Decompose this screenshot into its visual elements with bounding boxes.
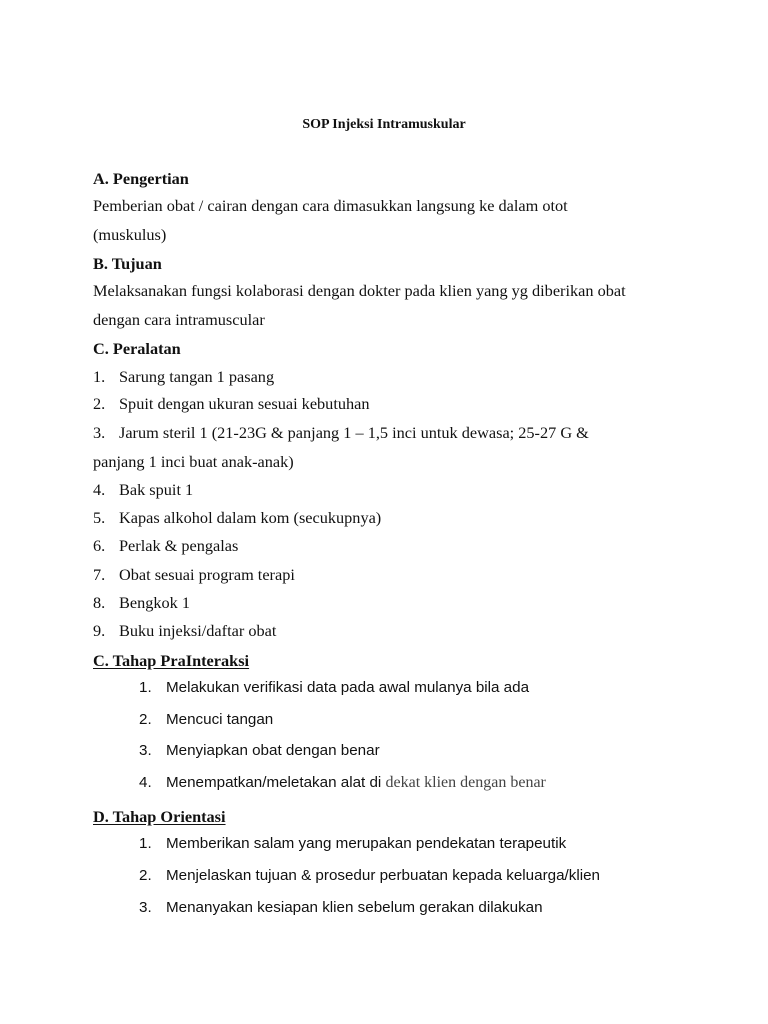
list-text: Jarum steril 1 (21-23G & panjang 1 – 1,5 inci untuk dewasa; 25-27 G & [119, 423, 589, 442]
list-text: Menempatkan/meletakan alat di [166, 774, 386, 791]
section-heading-tujuan: B. Tujuan [93, 254, 162, 273]
section-heading-peralatan: C. Peralatan [93, 339, 181, 358]
list-item [93, 507, 381, 529]
list-item [139, 773, 546, 793]
list-item [93, 535, 238, 557]
list-number: 3. [139, 742, 152, 759]
list-item [139, 741, 380, 761]
list-item [139, 898, 543, 918]
list-item [93, 366, 274, 388]
list-item-continuation [93, 451, 294, 473]
list-text: Menyiapkan obat dengan benar [166, 742, 380, 759]
list-number: 3. [139, 899, 152, 916]
list-number: 2. [139, 867, 152, 884]
list-text: Menjelaskan tujuan & prosedur perbuatan kepada keluarga/klien [166, 867, 600, 884]
list-text: Menanyakan kesiapan klien sebelum gerakan dilakukan [166, 899, 543, 916]
list-text: Obat sesuai program terapi [119, 565, 295, 584]
section-heading-prainteraksi: C. Tahap PraInteraksi [93, 651, 250, 670]
list-text-continued: dekat klien dengan benar [385, 774, 546, 791]
list-text: Mencuci tangan [166, 711, 274, 728]
list-text: Buku injeksi/daftar obat [119, 621, 277, 640]
list-number: 4. [93, 480, 106, 499]
list-text: Melakukan verifikasi data pada awal mulanya bila ada [166, 679, 530, 696]
list-text: Bengkok 1 [119, 593, 190, 612]
list-text: Perlak & pengalas [119, 536, 239, 555]
list-item [93, 422, 589, 444]
list-item [93, 479, 193, 501]
list-number: 6. [93, 536, 106, 555]
list-text: Bak spuit 1 [119, 480, 194, 499]
list-number: 3. [93, 423, 106, 442]
list-number: 5. [93, 508, 106, 527]
list-item [93, 393, 370, 415]
list-number: 4. [139, 774, 152, 791]
list-text: Memberikan salam yang merupakan pendekatan terapeutik [166, 835, 567, 852]
pengertian-text-line: Pemberian obat / cairan dengan cara dimasukkan langsung ke dalam otot [93, 196, 568, 215]
pengertian-text-line: (muskulus) [93, 225, 167, 244]
list-number: 7. [93, 565, 106, 584]
list-item [139, 678, 529, 698]
list-text: Sarung tangan 1 pasang [119, 367, 275, 386]
list-text: panjang 1 inci buat anak-anak) [93, 452, 294, 471]
list-item [139, 834, 566, 854]
list-number: 1. [139, 835, 152, 852]
list-item [139, 866, 600, 886]
list-number: 2. [139, 711, 152, 728]
tujuan-text-line: Melaksanakan fungsi kolaborasi dengan dokter pada klien yang yg diberikan obat [93, 281, 626, 300]
list-item [139, 710, 273, 730]
list-number: 1. [93, 367, 106, 386]
list-text: Kapas alkohol dalam kom (secukupnya) [119, 508, 382, 527]
section-heading-pengertian: A. Pengertian [93, 169, 189, 188]
list-item [93, 592, 190, 614]
list-item [93, 564, 295, 586]
list-number: 1. [139, 679, 152, 696]
list-number: 9. [93, 621, 106, 640]
list-number: 2. [93, 394, 106, 413]
tujuan-text-line: dengan cara intramuscular [93, 310, 265, 329]
document-title: SOP Injeksi Intramuskular [302, 117, 466, 132]
list-text: Spuit dengan ukuran sesuai kebutuhan [119, 394, 370, 413]
list-item [93, 620, 276, 642]
list-number: 8. [93, 593, 106, 612]
section-heading-orientasi: D. Tahap Orientasi [93, 807, 226, 826]
